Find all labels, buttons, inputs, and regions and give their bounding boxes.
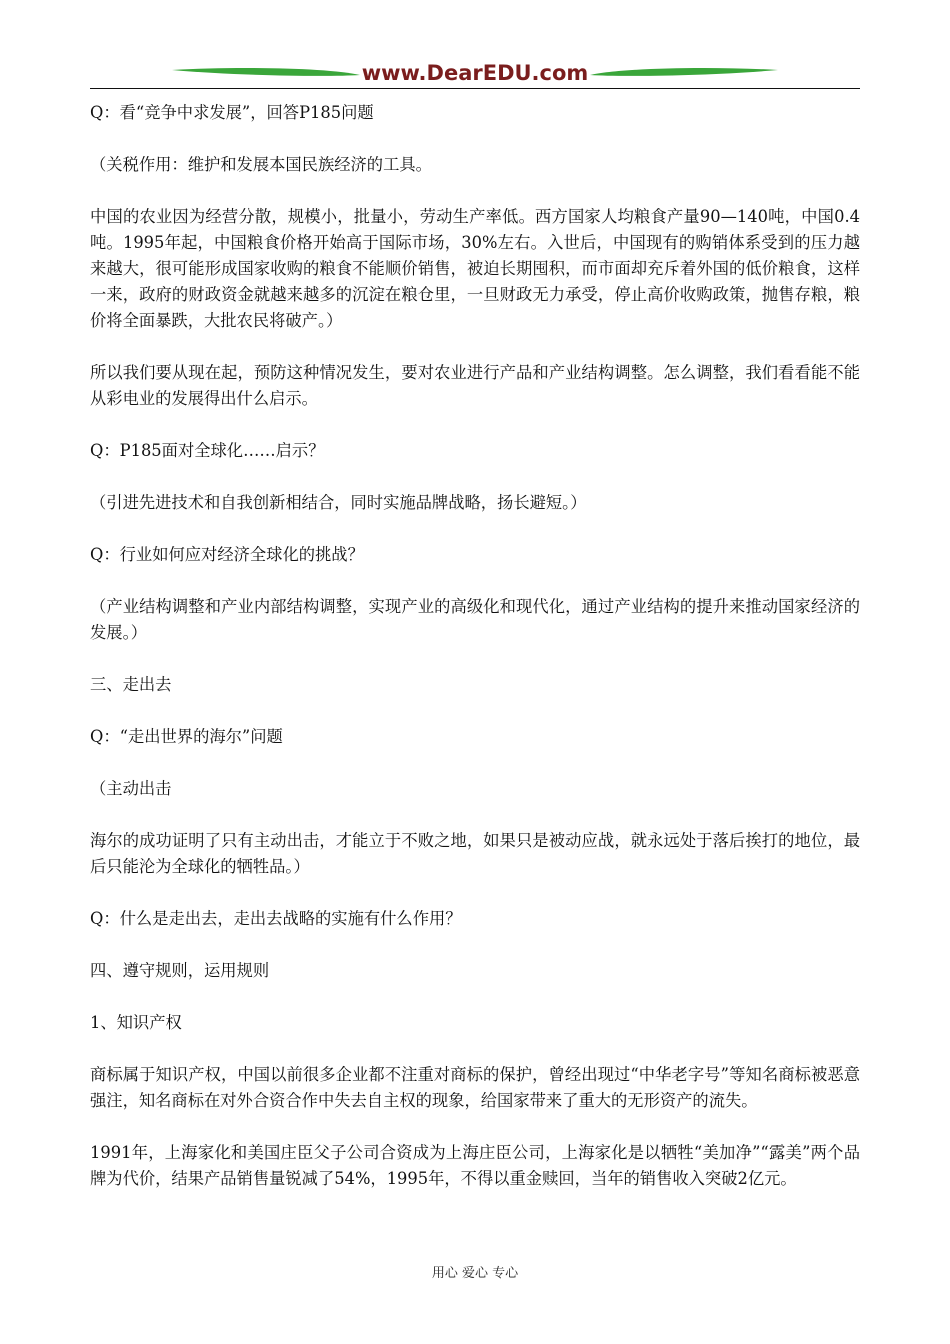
site-header xyxy=(90,58,860,88)
paragraph: Q：看“竞争中求发展”，回答P185问题 xyxy=(90,103,374,122)
section-heading: 三、走出去 xyxy=(90,675,172,694)
document-body xyxy=(90,100,860,1218)
paragraph: 中国的农业因为经营分散，规模小，批量小，劳动生产率低。西方国家人均粮食产量90—140吨，中国0.4吨。1995年起，中国粮食价格开始高于国际市场，30%左右。入世后，中国现有的购销体系受到的压力越来越大，很可能形成国家收购的粮食不能顺价销售，被迫长期囤积，而市面却充斥着外国的低价粮食，这样一来，政府的财政资金就越来越多的沉淀在粮仓里，一旦财政无力承受，停止高价收购政策，抛售存粮，粮价将全面暴跌，大批农民将破产。） xyxy=(90,207,860,330)
paragraph: （引进先进技术和自我创新相结合，同时实施品牌战略，扬长避短。） xyxy=(90,493,587,512)
subsection-heading: 1、知识产权 xyxy=(90,1013,182,1032)
paragraph: Q：P185面对全球化……启示？ xyxy=(90,441,325,460)
paragraph: 所以我们要从现在起，预防这种情况发生，要对农业进行产品和产业结构调整。怎么调整，我们看看能不能从彩电业的发展得出什么启示。 xyxy=(90,363,860,408)
paragraph: 商标属于知识产权，中国以前很多企业都不注重对商标的保护，曾经出现过“中华老字号”等知名商标被恶意强注，知名商标在对外合资合作中失去自主权的现象，给国家带来了重大的无形资产的流失。 xyxy=(90,1065,860,1110)
site-logo[interactable]: www.DearEDU.com xyxy=(361,61,589,85)
paragraph: （主动出击 xyxy=(90,779,172,798)
paragraph: （关税作用：维护和发展本国民族经济的工具。 xyxy=(90,155,432,174)
page-footer: 用心 爱心 专心 xyxy=(431,1266,519,1281)
paragraph: Q：行业如何应对经济全球化的挑战？ xyxy=(90,545,364,564)
paragraph: 1991年，上海家化和美国庄臣父子公司合资成为上海庄臣公司，上海家化是以牺牲“美加净”“露美”两个品牌为代价，结果产品销售量锐减了54%，1995年，不得以重金赎回，当年的销售收入突破2亿元。 xyxy=(90,1143,860,1188)
paragraph: Q：什么是走出去，走出去战略的实施有什么作用？ xyxy=(90,909,462,928)
section-heading: 四、遵守规则，运用规则 xyxy=(90,961,270,980)
paragraph: Q：“走出世界的海尔”问题 xyxy=(90,727,283,746)
header-divider xyxy=(90,88,860,89)
paragraph: 海尔的成功证明了只有主动出击，才能立于不败之地，如果只是被动应战，就永远处于落后挨打的地位，最后只能沦为全球化的牺牲品。） xyxy=(90,831,860,876)
paragraph: （产业结构调整和产业内部结构调整，实现产业的高级化和现代化，通过产业结构的提升来推动国家经济的发展。） xyxy=(90,597,860,642)
